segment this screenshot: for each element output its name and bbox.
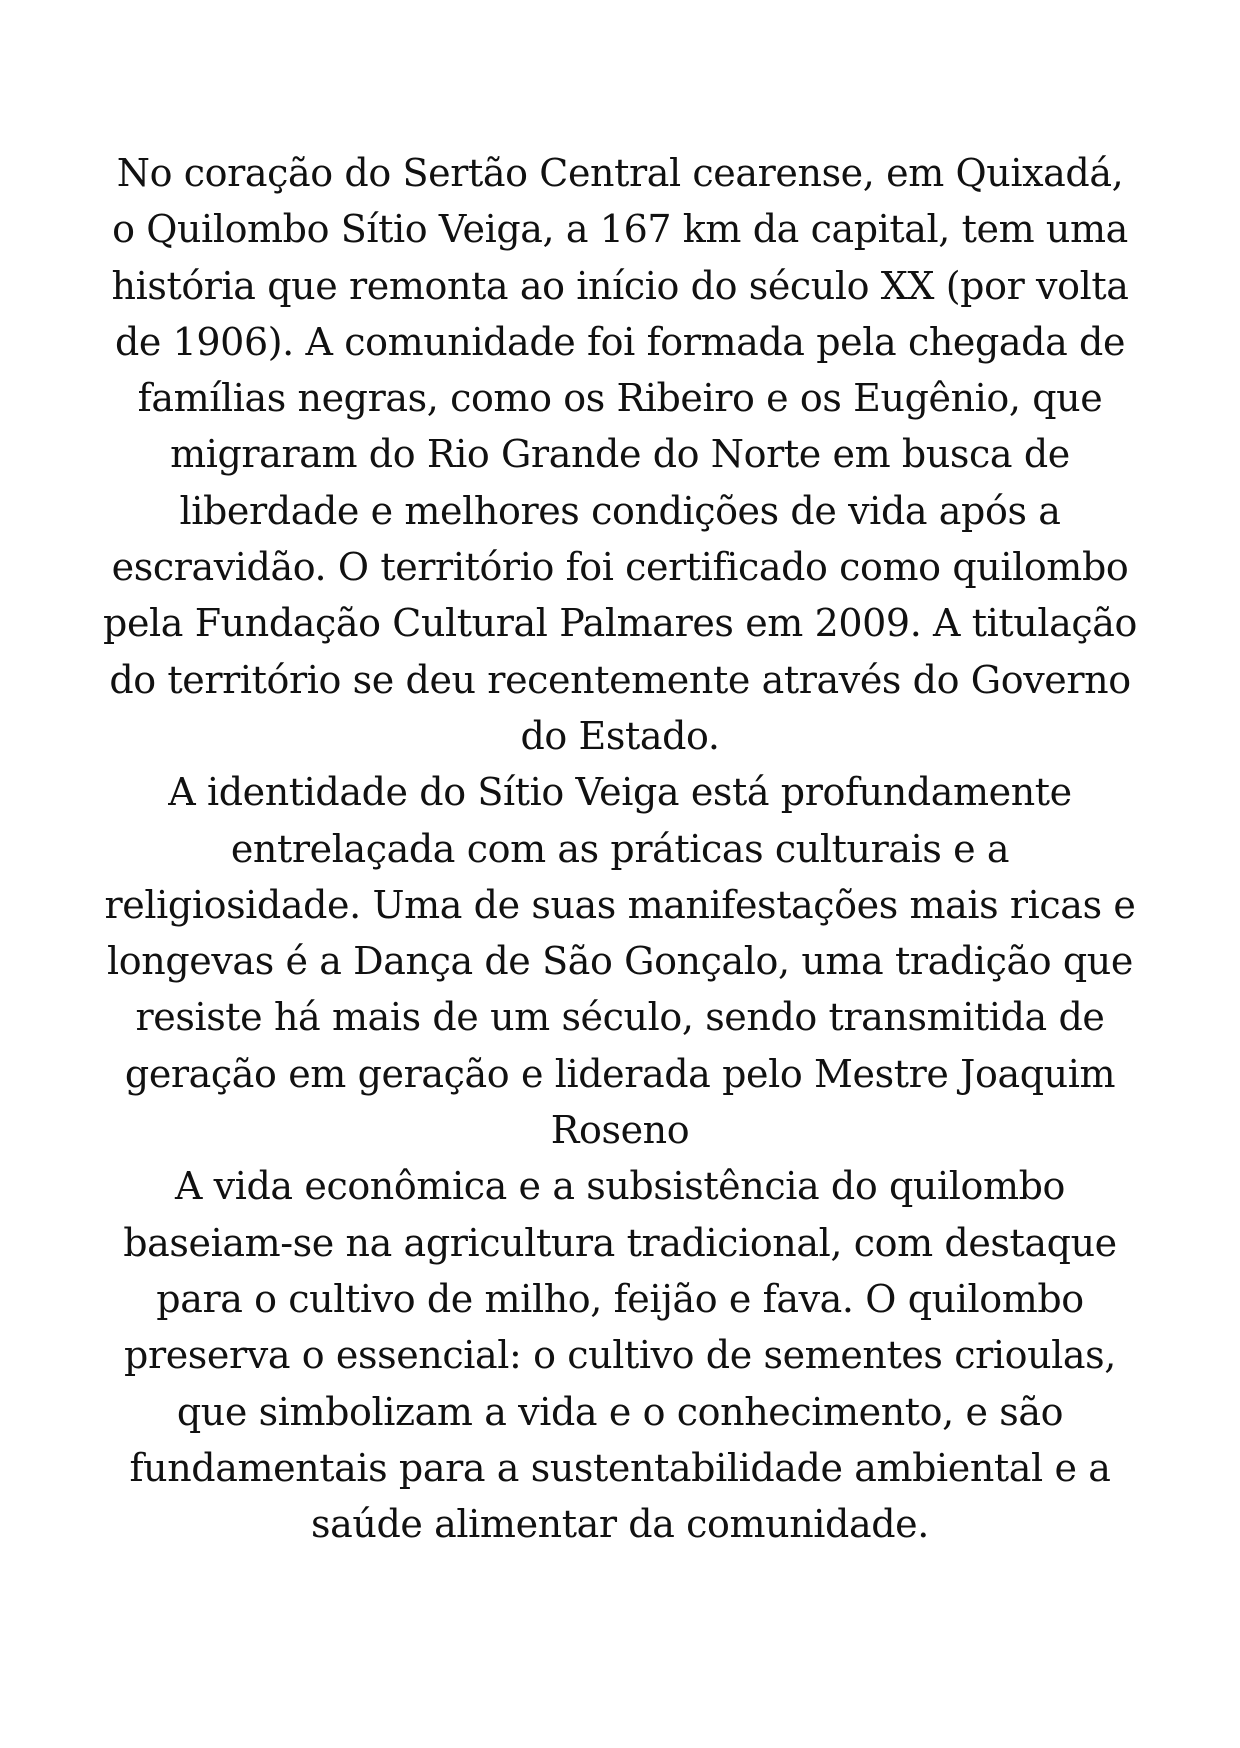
paragraph-history: No coração do Sertão Central cearense, em Quixadá, o Quilombo Sítio Veiga, a 167 km da capital, tem uma história que remonta ao início do século XX (por volta de 1906). A comunidade foi formada pela chegada de famílias negras, como os Ribeiro e os Eugênio, que migraram do Rio Grande do Norte em busca de liberdade e melhores condições de vida após a escravidão. O território foi certificado como quilombo pela Fundação Cultural Palmares em 2009. A titulação do território se deu recentemente através do Governo do Estado. [103,151,1137,758]
body-text [100,145,1140,1552]
paragraph-identity: A identidade do Sítio Veiga está profundamente entrelaçada com as práticas culturais e a religiosidade. Uma de suas manifestações mais ricas e longevas é a Dança de São Gonçalo, uma tradição que resiste há mais de um século, sendo transmitida de geração em geração e liderada pelo Mestre Joaquim Roseno [104,770,1136,1153]
paragraph-economy: A vida econômica e a subsistência do quilombo baseiam-se na agricultura tradicional, com destaque para o cultivo de milho, feijão e fava. O quilombo preserva o essencial: o cultivo de sementes crioulas, que simbolizam a vida e o conhecimento, e são fundamentais para a sustentabilidade ambiental e a saúde alimentar da comunidade. [123,1164,1117,1547]
